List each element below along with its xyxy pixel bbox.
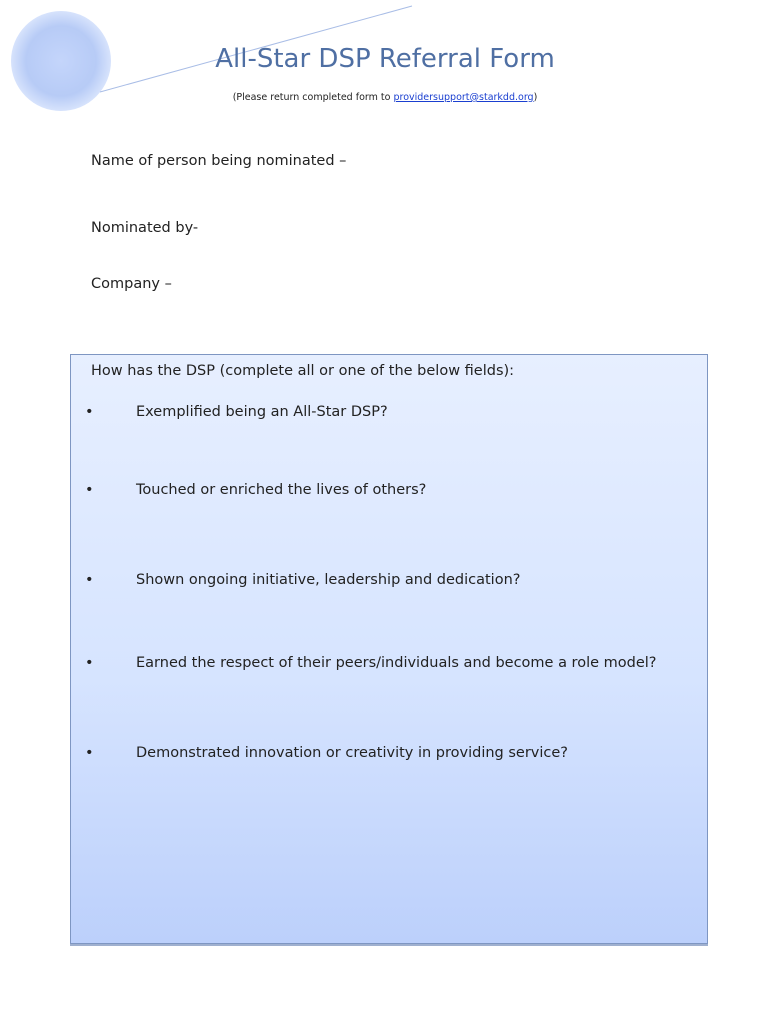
question-respect: Earned the respect of their peers/individuals and become a role model?	[136, 655, 657, 671]
nominee-name-label: Name of person being nominated –	[91, 153, 347, 169]
bullet: •	[85, 572, 94, 588]
return-instructions-suffix: )	[533, 92, 538, 103]
return-instructions	[0, 92, 770, 103]
form-title	[0, 44, 770, 74]
company-label: Company –	[91, 276, 172, 292]
questions-heading: How has the DSP (complete all or one of the below fields):	[91, 363, 515, 379]
bullet: •	[85, 482, 94, 498]
nominated-by-label: Nominated by-	[91, 220, 199, 236]
bullet: •	[85, 655, 94, 671]
bullet: •	[85, 404, 94, 420]
question-initiative: Shown ongoing initiative, leadership and dedication?	[136, 572, 521, 588]
question-exemplified: Exemplified being an All-Star DSP?	[136, 404, 388, 420]
question-innovation: Demonstrated innovation or creativity in providing service?	[136, 745, 568, 761]
return-instructions-prefix: (Please return completed form to	[232, 92, 394, 103]
questions-box	[70, 354, 708, 944]
email-link[interactable]: providersupport@starkdd.org	[393, 92, 534, 103]
form-title-text: All-Star DSP Referral Form	[215, 44, 555, 74]
bullet: •	[85, 745, 94, 761]
question-touched-lives: Touched or enriched the lives of others?	[136, 482, 427, 498]
